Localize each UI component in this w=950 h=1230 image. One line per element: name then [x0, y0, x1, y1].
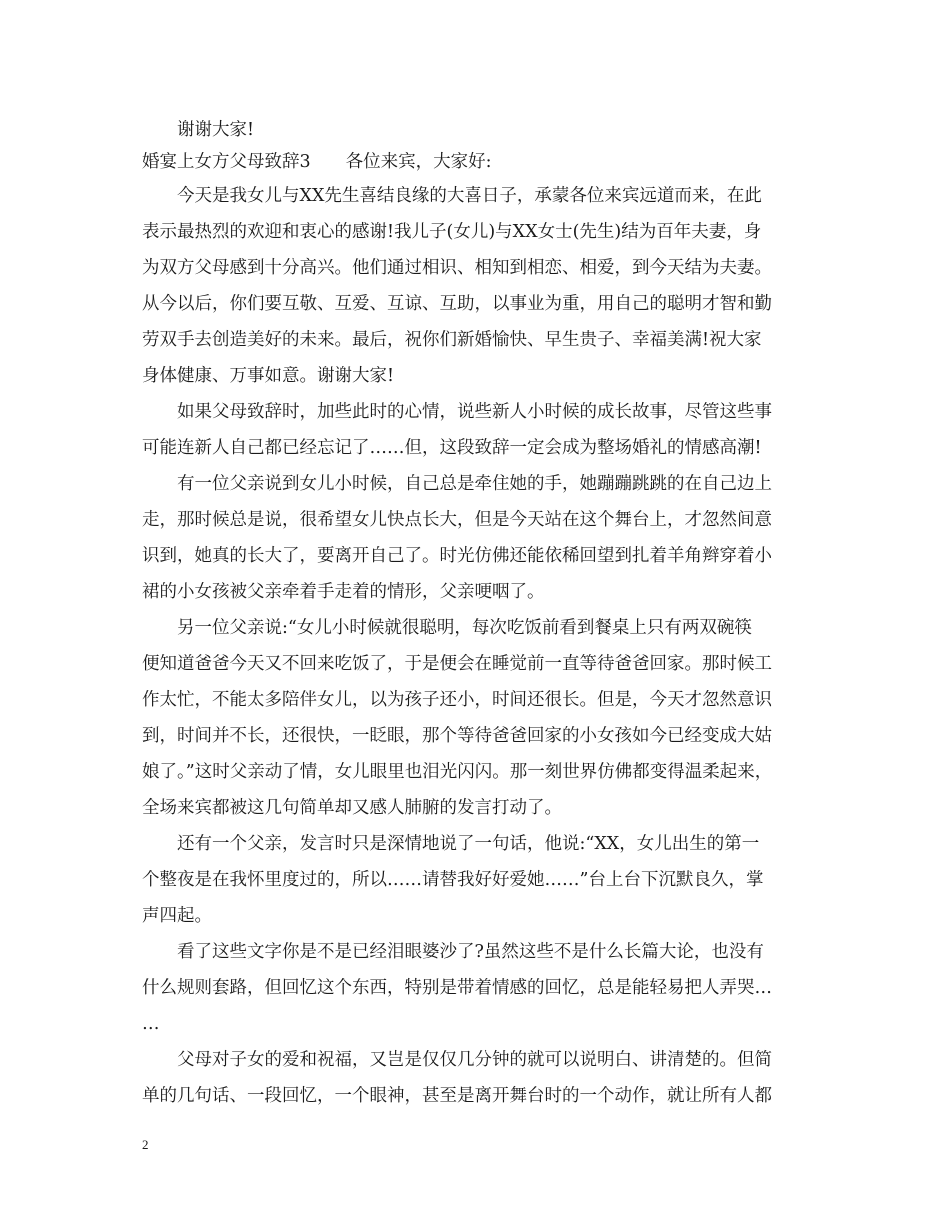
text-line: 娘了。”这时父亲动了情，女儿眼里也泪光闪闪。那一刻世界仿佛都变得温柔起来， [142, 762, 773, 782]
text-line: 便知道爸爸今天又不回来吃饭了，于是便会在睡觉前一直等待爸爸回家。那时候工 [142, 654, 772, 674]
text-line: 裙的小女孩被父亲牵着手走着的情形，父亲哽咽了。 [142, 582, 545, 602]
text-line: 父母对子女的爱和祝福，又岂是仅仅几分钟的就可以说明白、讲清楚的。但简 [177, 1050, 772, 1070]
text-line: 另一位父亲说:“女儿小时候就很聪明，每次吃饭前看到餐桌上只有两双碗筷 [177, 618, 752, 638]
text-line: 到，时间并不长，还很快，一眨眼，那个等待爸爸回家的小女孩如今已经变成大姑 [142, 726, 772, 746]
text-line: … [142, 1014, 160, 1034]
text-line: 个整夜是在我怀里度过的，所以……请替我好好爱她……”台上台下沉默良久，掌 [142, 870, 764, 890]
text-line: 单的几句话、一段回忆，一个眼神，甚至是离开舞台时的一个动作，就让所有人都 [142, 1086, 772, 1106]
text-line: 从今以后，你们要互敬、互爱、互谅、互助，以事业为重，用自己的聪明才智和勤 [142, 294, 772, 314]
text-line: 谢谢大家! [177, 120, 255, 140]
text-line: 还有一个父亲，发言时只是深情地说了一句话，他说:“XX，女儿出生的第一 [177, 834, 760, 854]
text-line: 有一位父亲说到女儿小时候，自己总是牵住她的手，她蹦蹦跳跳的在自己边上 [177, 474, 772, 494]
text-line: 为双方父母感到十分高兴。他们通过相识、相知到相恋、相爱，到今天结为夫妻。 [142, 258, 772, 278]
text-line: 婚宴上女方父母致辞3 各位来宾，大家好: [142, 152, 492, 172]
text-line: 表示最热烈的欢迎和衷心的感谢!我儿子(女儿)与XX女士(先生)结为百年夫妻，身 [142, 222, 762, 242]
text-line: 作太忙，不能太多陪伴女儿，以为孩子还小，时间还很长。但是，今天才忽然意识 [142, 690, 772, 710]
text-line: 看了这些文字你是不是已经泪眼婆沙了?虽然这些不是什么长篇大论，也没有 [177, 942, 764, 962]
text-line: 全场来宾都被这几句简单却又感人肺腑的发言打动了。 [142, 798, 562, 818]
text-line: 声四起。 [142, 906, 212, 926]
text-line: 什么规则套路，但回忆这个东西，特别是带着情感的回忆，总是能轻易把人弄哭… [142, 978, 772, 998]
text-line: 识到，她真的长大了，要离开自己了。时光仿佛还能依稀回望到扎着羊角辫穿着小 [142, 546, 772, 566]
text-line: 可能连新人自己都已经忘记了……但，这段致辞一定会成为整场婚礼的情感高潮! [142, 438, 762, 458]
text-line: 劳双手去创造美好的未来。最后，祝你们新婚愉快、早生贵子、幸福美满!祝大家 [142, 330, 762, 350]
document-body [142, 114, 832, 1114]
text-line: 如果父母致辞时，加些此时的心情，说些新人小时候的成长故事，尽管这些事 [177, 402, 772, 422]
text-line: 身体健康、万事如意。谢谢大家! [142, 366, 395, 386]
text-line: 今天是我女儿与XX先生喜结良缘的大喜日子，承蒙各位来宾远道而来，在此 [177, 186, 762, 206]
text-line: 走，那时候总是说，很希望女儿快点长大，但是今天站在这个舞台上，才忽然间意 [142, 510, 772, 530]
page-number: 2 [142, 1137, 149, 1152]
